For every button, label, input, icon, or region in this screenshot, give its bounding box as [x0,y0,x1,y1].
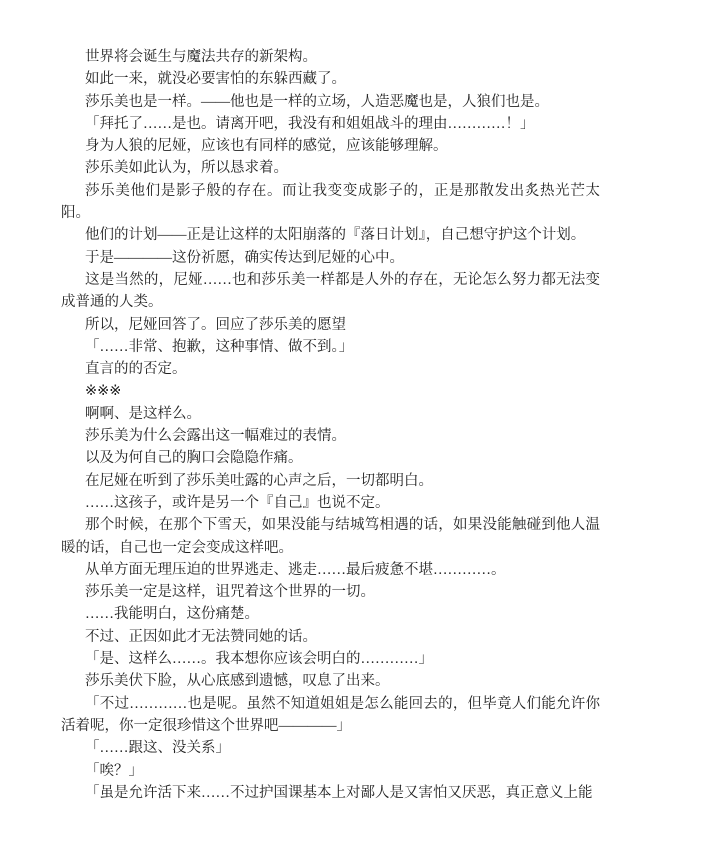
paragraph: 他们的计划——正是让这样的太阳崩落的『落日计划』，自己想守护这个计划。 [85,227,586,244]
paragraph: ……我能明白，这份痛楚。 [85,606,259,623]
paragraph: 莎乐美也是一样。——他也是一样的立场，人造恶魔也是，人狼们也是。 [85,93,549,110]
paragraph-dialogue: 「……跟这、没关系」 [85,740,230,757]
paragraph-dialogue: 「……非常、抱歉，这种事情、做不到。」 [85,338,354,355]
paragraph: 直言的的否定。 [85,361,187,378]
paragraph: 莎乐美一定是这样，诅咒着这个世界的一切。 [85,584,375,601]
paragraph: 莎乐美伏下脸，从心底感到遗憾，叹息了出来。 [85,673,390,690]
paragraph: 那个时候，在那个下雪天，如果没能与结城笃相遇的话，如果没能触碰到他人温暖的话，自己也一定会变成这样吧。 [61,517,600,556]
paragraph: 莎乐美为什么会露出这一幅难过的表情。 [85,428,346,445]
paragraph: 莎乐美如此认为，所以恳求着。 [85,160,288,177]
paragraph: 所以，尼娅回答了。回应了莎乐美的愿望 [85,316,346,333]
paragraph: 身为人狼的尼娅，应该也有同样的感觉，应该能够理解。 [85,138,448,155]
paragraph: 莎乐美他们是影子般的存在。而让我变变成影子的，正是那散发出炙热光芒太阳。 [61,182,600,222]
paragraph: 啊啊、是这样么。 [85,405,201,422]
paragraph: 从单方面无理压迫的世界逃走、逃走……最后疲惫不堪…………。 [85,561,506,578]
paragraph: 在尼娅在听到了莎乐美吐露的心声之后，一切都明白。 [85,472,433,489]
paragraph: 不过、正因如此才无法赞同她的话。 [85,628,317,645]
paragraph: ……这孩子，或许是另一个『自己』也说不定。 [85,494,390,511]
paragraph: 如此一来，就没必要害怕的东躲西藏了。 [85,71,346,88]
paragraph-dialogue: 「唉？」 [85,762,143,779]
paragraph: 于是————这份祈愿，确实传达到尼娅的心中。 [85,249,404,266]
section-separator: ※※※ [85,383,122,400]
paragraph-dialogue: 「是、这样么……。我本想你应该会明白的…………」 [85,651,433,668]
paragraph: 世界将会诞生与魔法共存的新架构。 [85,49,317,65]
paragraph: 这是当然的，尼娅……也和莎乐美一样都是人外的存在，无论怎么努力都无法变成普通的人类。 [61,271,600,311]
paragraph: 以及为何自己的胸口会隐隐作痛。 [85,450,303,467]
paragraph-dialogue: 「不过…………也是呢。虽然不知道姐姐是怎么能回去的，但毕竟人们能允许你活着呢，你一定很珍惜这个世界吧————」 [61,695,600,734]
paragraph-dialogue: 「虽是允许活下来……不过护国课基本上对鄙人是又害怕又厌恶，真正意义上能 [85,784,593,801]
paragraph-dialogue: 「拜托了……是也。请离开吧，我没有和姐姐战斗的理由…………！」 [85,115,535,132]
